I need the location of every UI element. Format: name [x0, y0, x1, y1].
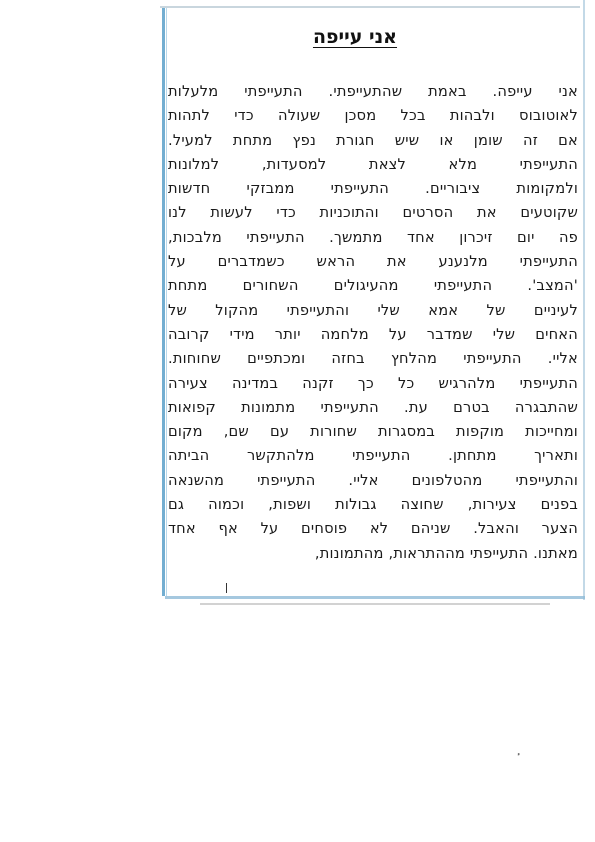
paper-top-edge: [160, 6, 580, 8]
text-line: שקוטעים את הסרטים והתוכניות כדי לעשות לנו: [168, 204, 578, 222]
paper-left-edge: [162, 8, 165, 596]
margin-mark: [226, 583, 227, 593]
text-line: לעיניים של אמא שלי והתעייפתי מהקול של: [168, 301, 578, 319]
text-line: 'המצב'. התעייפתי מהעיגולים השחורים מתחת: [168, 277, 578, 295]
text-line: התעייפתי מלא לצאת למסעדות, למלונות: [168, 155, 578, 173]
scan-smudge: [200, 603, 550, 605]
text-line: אם זה שומן או שיש חגורת נפץ מתחת למעיל.: [168, 131, 578, 149]
text-line: אליי. התעייפתי מהלחץ בחזה ומכתפיים שחוחות.: [168, 350, 578, 368]
paper-bottom-edge: [165, 596, 585, 599]
text-line: הצער והאבל. שניהם לא פוסחים על אף אחד: [168, 520, 578, 538]
text-line: ומחייכות מוקפות במסגרות שחורות עם שם, מקום: [168, 423, 578, 441]
document-title: אני עייפה: [312, 26, 398, 48]
text-line: ותאריך מתחתן. התעייפתי מלהתקשר הביתה: [168, 447, 578, 465]
text-line: התעייפתי מלהרגיש כל כך זקנה במדינה צעירה: [168, 374, 578, 392]
body-text: [168, 80, 578, 566]
paper-left-edge-shadow: [166, 8, 167, 596]
text-line: אני עייפה. באמת שהתעייפתי. התעייפתי מלעלות: [168, 83, 578, 100]
text-line: מאתנו. התעייפתי מההתראות, מהתמונות,: [314, 544, 578, 562]
text-line: והתעייפתי מהטלפונים אליי. התעייפתי מהשנאה: [168, 471, 578, 489]
text-line: שהתבגרה בטרם עת. התעייפתי מתמונות קפואות: [168, 398, 578, 416]
text-line: לאוטובוס ולבהות בכל מסכן שעולה כדי לתהות: [168, 107, 578, 125]
text-line: פה יום זיכרון אחד מתמשך. התעייפתי מלבכות,: [168, 228, 578, 246]
text-line: בפנים צעירות, שחוצה גבולות ושפות, וכמוה גם: [168, 496, 578, 514]
text-line: התעייפתי מלנענע את הראש כשמדברים על: [168, 253, 578, 271]
paper-right-edge: [583, 0, 585, 600]
text-line: האחים שלי שמדבר על מלחמה יותר מידי קרובה: [168, 325, 578, 343]
text-line: ולמקומות ציבוריים. התעייפתי ממבזקי חדשות: [168, 180, 578, 198]
